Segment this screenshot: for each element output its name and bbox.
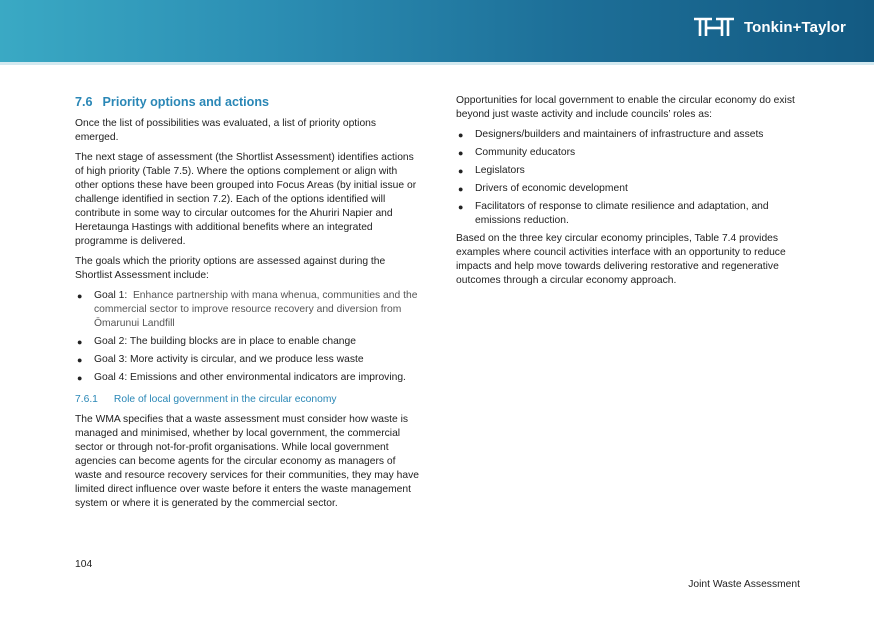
goal-text: Goal 4: Emissions and other environmental indicators are improving. xyxy=(94,372,406,383)
header-divider xyxy=(0,62,874,65)
list-item xyxy=(75,335,420,349)
goal-1-prefix: Goal 1: xyxy=(94,290,128,301)
tt-logo-icon xyxy=(692,16,738,38)
goal-text: Goal 2: The building blocks are in place to enable change xyxy=(94,336,356,347)
bullet-dot-icon: ● xyxy=(77,373,83,383)
bullet-dot-icon: ● xyxy=(458,184,464,194)
bullet-dot-icon: ● xyxy=(458,148,464,158)
goal-text: Goal 3: More activity is circular, and we produce less waste xyxy=(94,354,364,365)
bullet-dot-icon: ● xyxy=(458,130,464,140)
list-item xyxy=(456,182,801,196)
role-text: Designers/builders and maintainers of infrastructure and assets xyxy=(475,129,764,140)
subsection-title: Role of local government in the circular economy xyxy=(113,394,337,405)
bullet-dot-icon: ● xyxy=(77,355,83,365)
section-heading xyxy=(75,94,420,110)
list-item xyxy=(456,200,801,228)
role-text: Community educators xyxy=(475,147,576,158)
brand-logo xyxy=(692,16,846,38)
bullet-dot-icon: ● xyxy=(458,166,464,176)
goal-1-text: Enhance partnership with mana whenua, communities and the commercial sector to improve resource recovery and diversion from Ōmarunui Landfill xyxy=(94,290,418,329)
brand-name: Tonkin+Taylor xyxy=(743,18,846,36)
footer-document-title: Joint Waste Assessment xyxy=(688,579,800,590)
list-item xyxy=(456,164,801,178)
list-item xyxy=(75,289,420,331)
subsection-heading xyxy=(75,393,420,407)
section-title: Priority options and actions xyxy=(102,95,270,109)
role-text: Legislators xyxy=(475,165,525,176)
left-column xyxy=(75,94,420,517)
paragraph: Opportunities for local government to enable the circular economy do exist beyond just waste activity and include councils’ roles as: xyxy=(456,95,795,120)
paragraph: The WMA specifies that a waste assessment must consider how waste is managed and minimised, whether by local government, the commercial sector or through not-for-profit organisations. While local government agencies can become agents for the circular economy as managers of waste and resource recovery services for their communities, they may have limited direct influence over waste before it enters the waste management system or where it is generated by the commercial sector. xyxy=(75,414,419,509)
right-column xyxy=(456,94,801,294)
goals-list xyxy=(75,289,420,385)
paragraph: Based on the three key circular economy principles, Table 7.4 provides examples where council activities interface with an opportunity to reduce impacts and help move towards delivering restorative and regenerative outcomes through a circular economy approach. xyxy=(456,233,786,286)
role-text: Facilitators of response to climate resilience and adaptation, and emissions reduction. xyxy=(475,201,769,226)
bullet-dot-icon: ● xyxy=(458,202,464,212)
role-text: Drivers of economic development xyxy=(475,183,628,194)
section-number: 7.6 xyxy=(75,95,93,109)
paragraph: The goals which the priority options are assessed against during the Shortlist Assessment include: xyxy=(75,256,386,281)
list-item xyxy=(75,371,420,385)
roles-list xyxy=(456,128,801,228)
bullet-dot-icon: ● xyxy=(77,337,83,347)
paragraph: Once the list of possibilities was evaluated, a list of priority options emerged. xyxy=(75,118,377,143)
bullet-dot-icon: ● xyxy=(77,291,83,301)
list-item xyxy=(75,353,420,367)
subsection-number: 7.6.1 xyxy=(75,394,98,405)
list-item xyxy=(456,128,801,142)
list-item xyxy=(456,146,801,160)
page-number: 104 xyxy=(75,559,93,570)
paragraph: The next stage of assessment (the Shortlist Assessment) identifies actions of high priority (Table 7.5). Where the options complement or align with other options these have been grouped into Focus Areas (by initial issue or challenge identified in section 7.2). Each of the options identified will contribute in some way to circular outcomes for the Ahuriri Napier and Heretaunga Hastings with additional benefits where an integrated programme is delivered. xyxy=(75,152,417,247)
